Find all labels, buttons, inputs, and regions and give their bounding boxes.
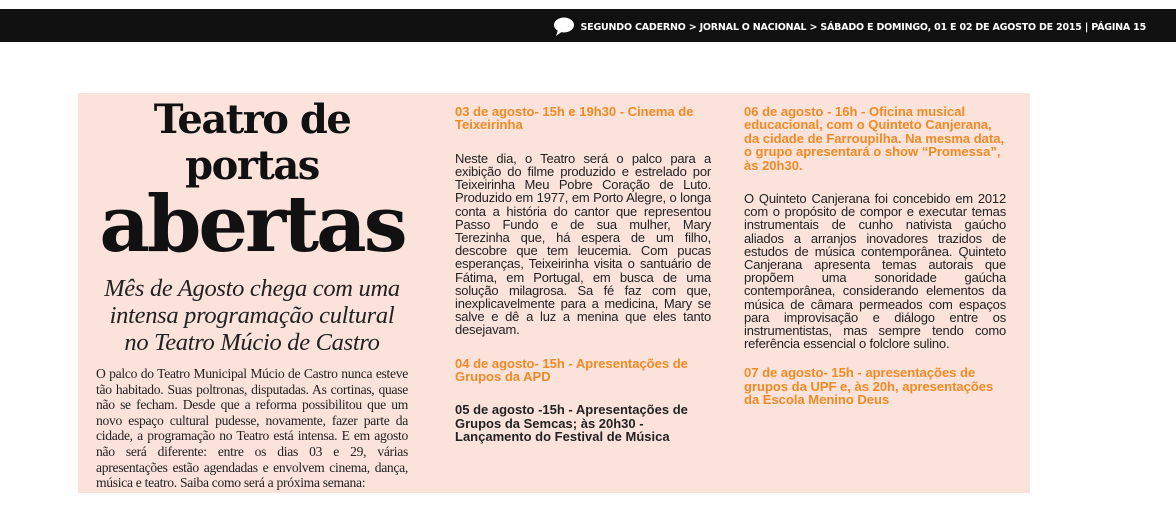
title-line-1: Teatro de portas <box>153 96 351 189</box>
subtitle: Mês de Agosto chega com uma intensa programação cultural no Teatro Múcio de Castro <box>104 275 400 356</box>
title-line-2: abertas <box>99 179 405 270</box>
header-content <box>553 17 1146 37</box>
event-heading-aug-04: 04 de agosto- 15h - Apresentações de Grupos da APD <box>455 355 688 385</box>
header-text: SEGUNDO CADERNO > JORNAL O NACIONAL > SÁBADO E DOMINGO, 01 E 02 DE AGOSTO DE 2015 | PÁGINA 15 <box>580 21 1146 33</box>
article-column-2 <box>455 105 711 444</box>
page-header-bar <box>0 9 1176 42</box>
article-column-1 <box>96 97 408 491</box>
article-column-3 <box>744 105 1006 407</box>
event-body-aug-03: Neste dia, o Teatro será o palco para a exibição do filme produzido e estrelado por Teixeirinha Meu Pobre Coração de Luto. Produzido em 1977, em Porto Alegre, o longa conta a história do cantor que representou Passo Fundo e de sua mulher, Mary Terezinha que, há espera de um filho, descobre que tem leucemia. Com pucas esperanças, Teixeirinha visita o santuário de Fátima, em Portugal, em busca de uma solução milagrosa. Sa fé faz com que, inexplicavelmente para a medicina, Mary se salve e dê a luz a menina que eles tanto desejavam. <box>455 150 711 338</box>
speech-bubble-icon <box>553 17 575 37</box>
event-heading-aug-05: 05 de agosto -15h - Apresentações de Grupos da Semcas; às 20h30 - Lançamento do Festival de Música <box>455 402 688 445</box>
event-heading-aug-06: 06 de agosto - 16h - Oficina musical educacional, com o Quinteto Canjerana, da cidade de Farroupilha. Na mesma data, o grupo apresentará o show “Promessa”, às 20h30. <box>744 104 1005 173</box>
event-heading-aug-03: 03 de agosto- 15h e 19h30 - Cinema de Teixeirinha <box>455 104 694 133</box>
article-box <box>78 93 1030 493</box>
event-heading-aug-07: 07 de agosto- 15h - apresentações de grupos da UPF e, às 20h, apresentações da Escola Menino Deus <box>744 365 994 408</box>
intro-paragraph: O palco do Teatro Municipal Múcio de Castro nunca esteve tão habitado. Suas poltronas, disputadas. As cortinas, quase não se fecham. Desde que a reforma possibilitou que um novo espaço cultural pudesse, novamente, fazer parte da cidade, a programação no Teatro está intensa. E em agosto não será diferente: entre os dias 03 e 29, várias apresentações estão agendadas e envolvem cinema, dança, música e teatro. Saiba como será a próxima semana: <box>96 366 408 491</box>
event-body-aug-06: O Quinteto Canjerana foi concebido em 2012 com o propósito de compor e executar temas instrumentais de cunho nativista gaúcho aliados a arranjos inovadores trazidos de estudos de música contemporânea. Quinteto Canjerana apresenta temas autorais que propõem uma sonoridade gaúcha contemporânea, considerando elementos da música de câmara permeados com espaços para improvisação e diálogo entre os instrumentistas, mas sempre tendo como referência essencial o folclore sulino. <box>744 191 1006 352</box>
